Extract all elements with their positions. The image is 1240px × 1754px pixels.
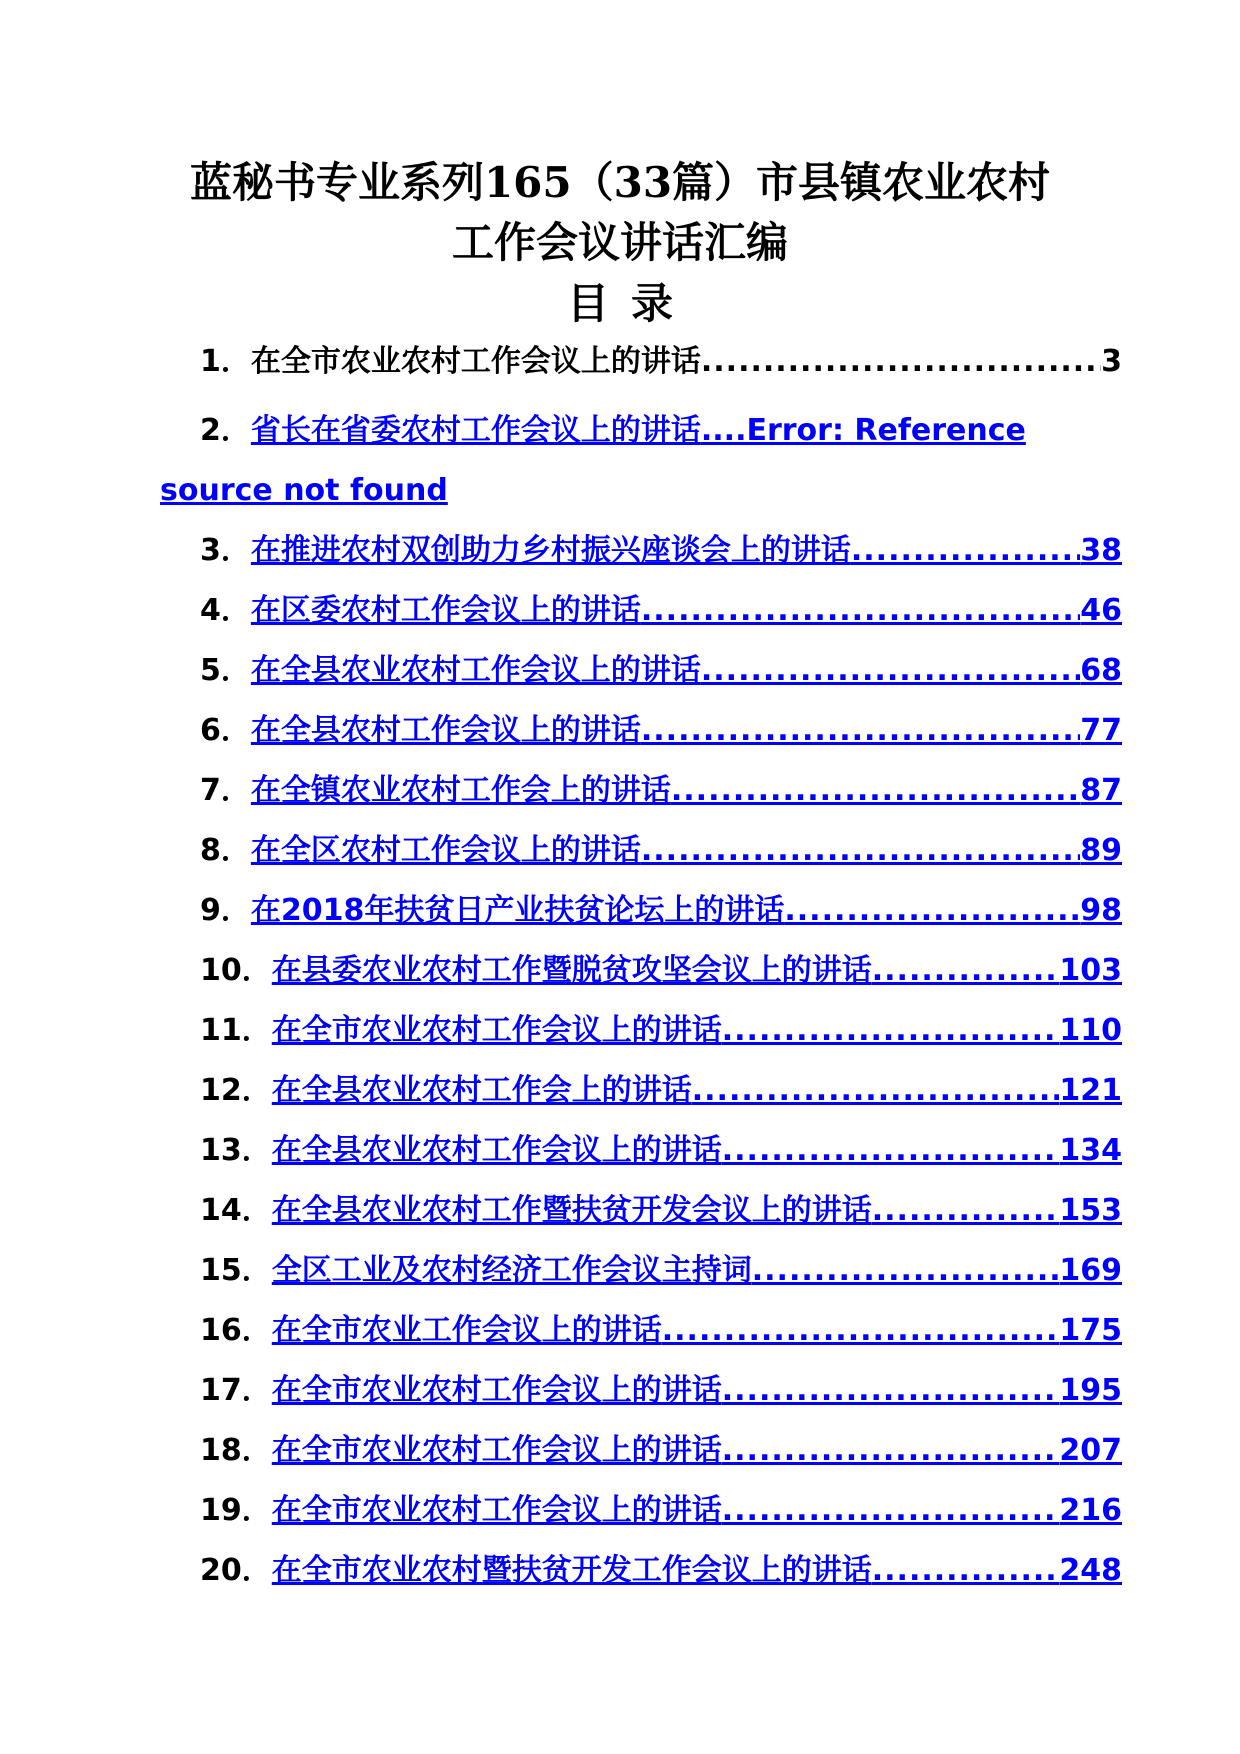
toc-entry-link[interactable] xyxy=(251,529,1122,573)
toc-entry-number: 7． xyxy=(200,773,251,808)
toc-entry-title: 在全市农业农村工作会议上的讲话 xyxy=(250,344,701,379)
toc-entry-page: 153 xyxy=(1059,1193,1122,1228)
toc-entry-number: 17． xyxy=(200,1373,272,1408)
toc-leader-dots xyxy=(722,1369,1060,1413)
toc-entry-page: 121 xyxy=(1059,1073,1122,1108)
toc-entry-title: 在2018年扶贫日产业扶贫论坛上的讲话 xyxy=(250,893,785,928)
toc-entry-link[interactable] xyxy=(251,589,1122,633)
toc-entry-page: 134 xyxy=(1059,1133,1122,1168)
toc-entry-number: 13． xyxy=(200,1133,272,1168)
toc-entry-18 xyxy=(200,1429,1122,1473)
toc-entry-9 xyxy=(200,889,1122,933)
toc-entry-link[interactable] xyxy=(251,829,1122,873)
toc-leader-dots xyxy=(784,889,1080,933)
toc-entry-link[interactable] xyxy=(251,709,1122,753)
toc-leader-dots xyxy=(692,1069,1060,1113)
toc-entry-link[interactable] xyxy=(251,889,1122,933)
toc-entry-number: 12． xyxy=(200,1073,272,1108)
toc-entry-20 xyxy=(200,1549,1122,1593)
toc-entry-1 xyxy=(200,340,1122,384)
toc-leader-dots xyxy=(872,949,1060,993)
toc-entry-5 xyxy=(200,649,1122,693)
toc-entry-number: 10． xyxy=(200,953,272,988)
toc-entry-page: 68 xyxy=(1080,653,1122,688)
document-title-line1: 蓝秘书专业系列165（33篇）市县镇农业农村 xyxy=(189,158,1051,207)
toc-entry-link[interactable] xyxy=(272,1069,1122,1113)
toc-entry-page: 169 xyxy=(1059,1253,1122,1288)
toc-entry-link[interactable] xyxy=(272,949,1122,993)
toc-entry-title: 省长在省委农村工作会议上的讲话 xyxy=(250,413,701,448)
toc-entry-link[interactable] xyxy=(272,1549,1122,1593)
toc-leader-dots xyxy=(662,1309,1060,1353)
toc-entry-number: 2． xyxy=(200,413,251,448)
toc-leader-dots xyxy=(701,649,1080,693)
toc-entry-link[interactable] xyxy=(272,1429,1122,1473)
toc-entry-link[interactable] xyxy=(251,340,1122,384)
toc-entry-title: 在全市农业农村工作会议上的讲话 xyxy=(271,1493,722,1528)
toc-leader-dots xyxy=(641,589,1080,633)
toc-entry-number: 5． xyxy=(200,653,251,688)
toc-entry-page: 110 xyxy=(1059,1013,1122,1048)
toc-entry-page: 207 xyxy=(1059,1433,1122,1468)
toc-entry-link[interactable] xyxy=(251,409,1122,453)
toc-reference-error: ....Error: Reference xyxy=(700,413,1026,448)
toc-reference-error-continued[interactable]: source not found xyxy=(160,473,448,508)
toc-leader-dots xyxy=(872,1189,1060,1233)
toc-entry-link[interactable] xyxy=(251,769,1122,813)
toc-entry-14 xyxy=(200,1189,1122,1233)
toc-leader-dots xyxy=(872,1549,1060,1593)
toc-leader-dots xyxy=(701,340,1101,384)
toc-entry-title: 在全县农业农村工作暨扶贫开发会议上的讲话 xyxy=(271,1193,872,1228)
toc-entry-link[interactable] xyxy=(272,1129,1122,1173)
toc-entry-page: 87 xyxy=(1080,773,1122,808)
toc-entry-6 xyxy=(200,709,1122,753)
toc-leader-dots xyxy=(722,1489,1060,1533)
toc-entry-link[interactable] xyxy=(272,1189,1122,1233)
toc-entry-7 xyxy=(200,769,1122,813)
toc-entry-12 xyxy=(200,1069,1122,1113)
toc-entry-page: 216 xyxy=(1059,1493,1122,1528)
toc-leader-dots xyxy=(722,1009,1060,1053)
toc-entry-link[interactable] xyxy=(272,1369,1122,1413)
toc-entry-title: 在区委农村工作会议上的讲话 xyxy=(250,593,641,628)
toc-entry-page: 103 xyxy=(1059,953,1122,988)
toc-leader-dots xyxy=(641,829,1080,873)
toc-entry-3 xyxy=(200,529,1122,573)
toc-entry-title: 全区工业及农村经济工作会议主持词 xyxy=(271,1253,752,1288)
toc-entry-title: 在全市农业农村工作会议上的讲话 xyxy=(271,1373,722,1408)
toc-entry-title: 在全县农业农村工作会议上的讲话 xyxy=(271,1133,722,1168)
toc-entry-title: 在全市农业工作会议上的讲话 xyxy=(271,1313,662,1348)
toc-entry-number: 9． xyxy=(200,893,251,928)
toc-entry-10 xyxy=(200,949,1122,993)
toc-entry-number: 15． xyxy=(200,1253,272,1288)
toc-entry-11 xyxy=(200,1009,1122,1053)
toc-entry-15 xyxy=(200,1249,1122,1293)
toc-entry-17 xyxy=(200,1369,1122,1413)
toc-entry-number: 1． xyxy=(200,344,251,379)
document-title-line2: 工作会议讲话汇编 xyxy=(451,218,788,267)
toc-entry-title: 在全县农业农村工作会议上的讲话 xyxy=(250,653,701,688)
toc-entry-title: 在全县农村工作会议上的讲话 xyxy=(250,713,641,748)
toc-entry-2 xyxy=(200,409,1122,453)
toc-entry-number: 19． xyxy=(200,1493,272,1528)
toc-entry-title: 在县委农业农村工作暨脱贫攻坚会议上的讲话 xyxy=(271,953,872,988)
toc-entry-19 xyxy=(200,1489,1122,1533)
toc-entry-number: 11． xyxy=(200,1013,272,1048)
toc-leader-dots xyxy=(722,1129,1060,1173)
toc-entry-page: 248 xyxy=(1059,1553,1122,1588)
toc-entry-page: 77 xyxy=(1080,713,1122,748)
toc-heading: 目录 xyxy=(566,279,695,328)
toc-entry-link[interactable] xyxy=(272,1249,1122,1293)
toc-entry-number: 4． xyxy=(200,593,251,628)
toc-leader-dots xyxy=(851,529,1080,573)
toc-entry-title: 在全市农业农村暨扶贫开发工作会议上的讲话 xyxy=(271,1553,872,1588)
toc-leader-dots xyxy=(752,1249,1060,1293)
toc-entry-title: 在全区农村工作会议上的讲话 xyxy=(250,833,641,868)
toc-entry-link[interactable] xyxy=(272,1309,1122,1353)
toc-entry-number: 8． xyxy=(200,833,251,868)
toc-entry-page: 89 xyxy=(1080,833,1122,868)
toc-entry-link[interactable] xyxy=(251,649,1122,693)
toc-leader-dots xyxy=(641,709,1080,753)
toc-entry-page: 3 xyxy=(1101,344,1122,379)
toc-entry-4 xyxy=(200,589,1122,633)
toc-entry-title: 在全市农业农村工作会议上的讲话 xyxy=(271,1433,722,1468)
toc-entry-8 xyxy=(200,829,1122,873)
toc-entry-number: 14． xyxy=(200,1193,272,1228)
toc-leader-dots xyxy=(671,769,1080,813)
toc-entry-title: 在全县农业农村工作会上的讲话 xyxy=(271,1073,692,1108)
toc-entry-title: 在全镇农业农村工作会上的讲话 xyxy=(250,773,671,808)
toc-entry-title: 在全市农业农村工作会议上的讲话 xyxy=(271,1013,722,1048)
toc-entry-number: 3． xyxy=(200,533,251,568)
toc-entry-page: 38 xyxy=(1080,533,1122,568)
toc-entry-link[interactable] xyxy=(272,1009,1122,1053)
toc-entry-page: 98 xyxy=(1080,893,1122,928)
toc-entry-page: 46 xyxy=(1080,593,1122,628)
toc-entry-number: 20． xyxy=(200,1553,272,1588)
toc-entry-13 xyxy=(200,1129,1122,1173)
toc-entry-number: 16． xyxy=(200,1313,272,1348)
toc-entry-number: 6． xyxy=(200,713,251,748)
toc-entry-16 xyxy=(200,1309,1122,1353)
toc-entry-number: 18． xyxy=(200,1433,272,1468)
toc-leader-dots xyxy=(722,1429,1060,1473)
toc-entry-page: 175 xyxy=(1059,1313,1122,1348)
toc-entry-page: 195 xyxy=(1059,1373,1122,1408)
toc-entry-link[interactable] xyxy=(272,1489,1122,1533)
toc-entry-title: 在推进农村双创助力乡村振兴座谈会上的讲话 xyxy=(250,533,851,568)
